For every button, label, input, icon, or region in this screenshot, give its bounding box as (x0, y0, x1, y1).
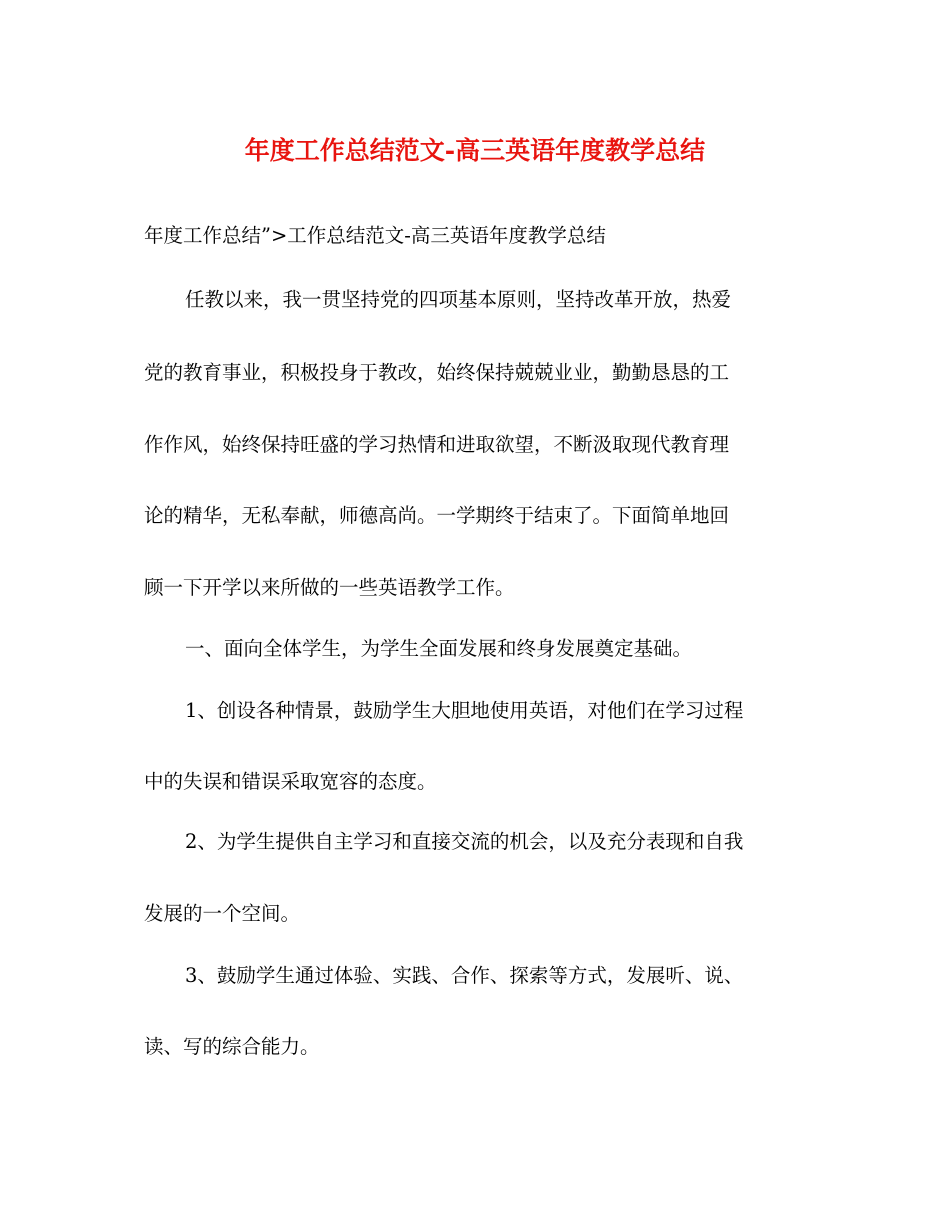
list-item-continuation: 中的失误和错误采取宽容的态度。 (144, 770, 437, 793)
document-title: 年度工作总结范文-高三英语年度教学总结 (244, 136, 706, 165)
section-heading: 一、面向全体学生，为学生全面发展和终身发展奠定基础。 (185, 637, 693, 660)
list-item: 1、创设各种情景，鼓励学生大胆地使用英语，对他们在学习过程 (185, 699, 744, 722)
list-item-continuation: 读、写的综合能力。 (144, 1035, 320, 1058)
list-item: 2、为学生提供自主学习和直接交流的机会，以及充分表现和自我 (185, 830, 744, 853)
paragraph-line: 任教以来，我一贯坚持党的四项基本原则，坚持改革开放，热爱 (185, 288, 732, 311)
list-item: 3、鼓励学生通过体验、实践、合作、探索等方式，发展听、说、 (185, 964, 744, 987)
list-item-continuation: 发展的一个空间。 (144, 902, 301, 925)
paragraph-line: 作作风，始终保持旺盛的学习热情和进取欲望，不断汲取现代教育理 (144, 433, 730, 456)
breadcrumb: 年度工作总结”>工作总结范文-高三英语年度教学总结 (144, 224, 606, 247)
paragraph-line: 顾一下开学以来所做的一些英语教学工作。 (144, 576, 515, 599)
paragraph-line: 论的精华，无私奉献，师德高尚。一学期终于结束了。下面简单地回 (144, 504, 730, 527)
paragraph-line: 党的教育事业，积极投身于教改，始终保持兢兢业业，勤勤恳恳的工 (144, 361, 730, 384)
